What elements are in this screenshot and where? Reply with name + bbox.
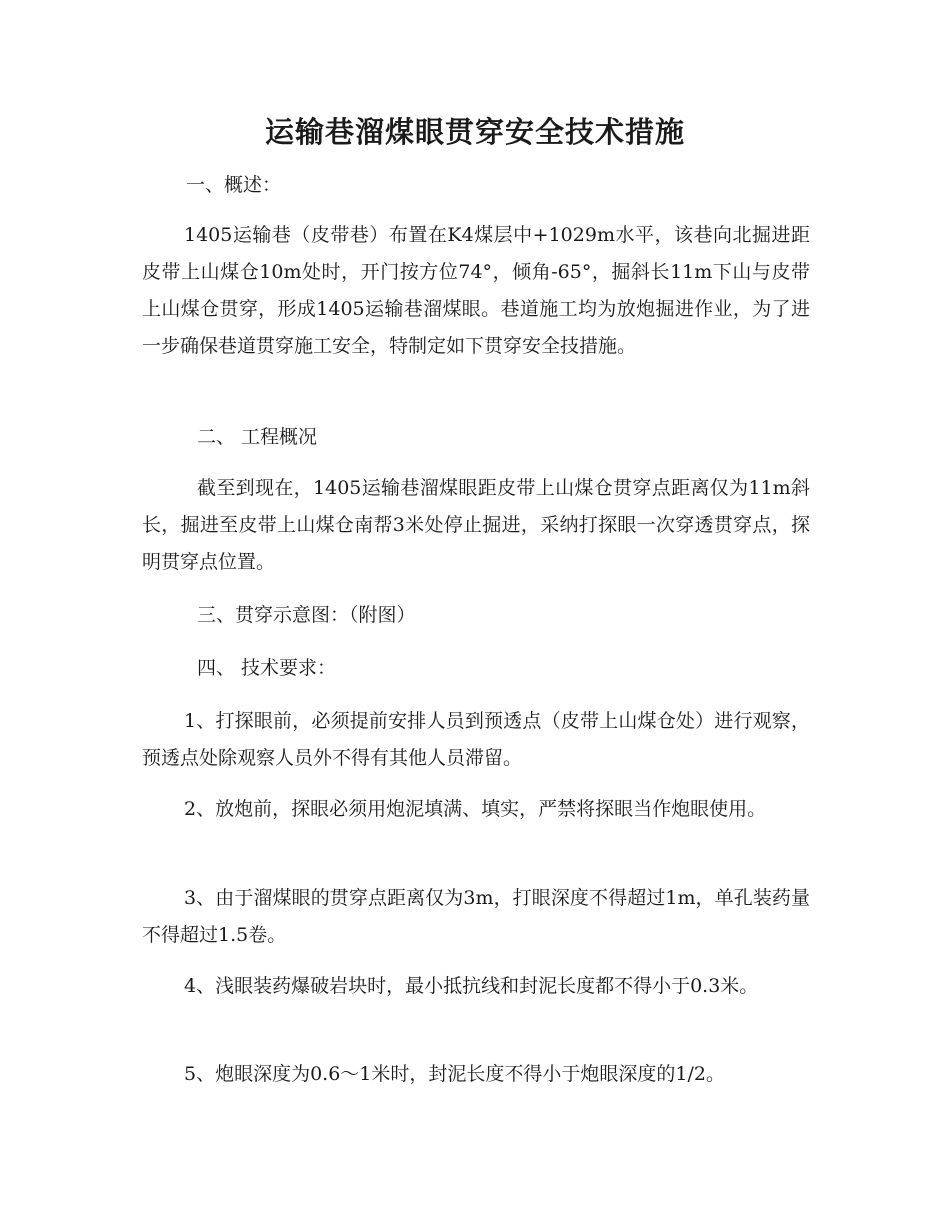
section-heading-diagram: 三、贯穿示意图：（附图） — [197, 604, 416, 626]
overview-paragraph: 1405运输巷（皮带巷）布置在K4煤层中+1029m水平，该巷向北掘进距皮带上山煤仓10m处时，开门按方位74°，倾角-65°，掘斜长11m下山与皮带上山煤仓贯穿，形成1405运输巷溜煤眼。巷道施工均为放炮掘进作业，为了进一步确保巷道贯穿施工安全，特制定如下贯穿安全技措施。 — [142, 224, 810, 357]
section-heading-requirements: 四、 技术要求： — [197, 657, 337, 679]
section-heading-overview: 一、概述： — [186, 174, 282, 196]
requirement-item-3: 3、由于溜煤眼的贯穿点距离仅为3m，打眼深度不得超过1m，单孔装药量不得超过1.5卷。 — [142, 887, 810, 946]
section-heading-project: 二、 工程概况 — [197, 426, 318, 448]
requirement-item-2: 2、放炮前，探眼必须用炮泥填满、填实，严禁将探眼当作炮眼使用。 — [184, 798, 767, 820]
document-title: 运输巷溜煤眼贯穿安全技术措施 — [264, 115, 685, 149]
requirement-item-1: 1、打探眼前，必须提前安排人员到预透点（皮带上山煤仓处）进行观察，预透点处除观察人员外不得有其他人员滞留。 — [142, 710, 810, 769]
requirement-item-4: 4、浅眼装药爆破岩块时，最小抵抗线和封泥长度都不得小于0.3米。 — [184, 975, 759, 997]
requirement-item-5: 5、炮眼深度为0.6～1米时，封泥长度不得小于炮眼深度的1/2。 — [184, 1063, 725, 1085]
project-paragraph: 截至到现在，1405运输巷溜煤眼距皮带上山煤仓贯穿点距离仅为11m斜长，掘进至皮带上山煤仓南帮3米处停止掘进，采纳打探眼一次穿透贯穿点，探明贯穿点位置。 — [142, 477, 810, 573]
